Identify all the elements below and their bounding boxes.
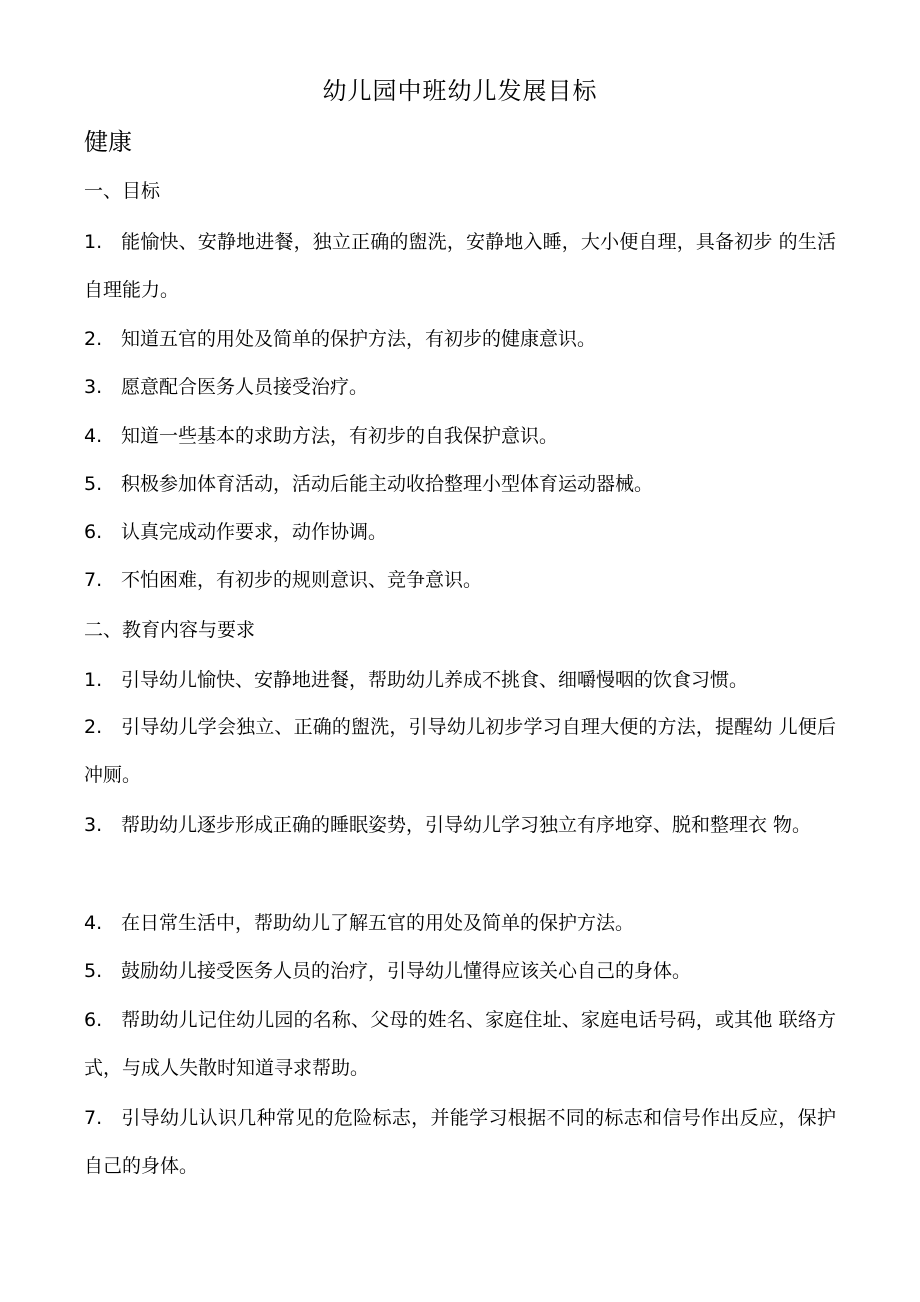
section-heading-health: 健康 — [84, 128, 132, 156]
list-item — [84, 508, 836, 556]
list-item — [84, 1094, 836, 1190]
item-number: 2. — [84, 328, 103, 350]
list-item — [84, 899, 836, 947]
item-text: 鼓励幼儿接受医务人员的治疗，引导幼儿懂得应该关心自己的身体。 — [121, 960, 692, 982]
item-text: 积极参加体育活动，活动后能主动收拾整理小型体育运动器械。 — [121, 473, 654, 495]
item-text: 引导幼儿愉快、安静地进餐，帮助幼儿养成不挑食、细嚼慢咽的饮食习惯。 — [121, 669, 749, 691]
item-number: 5. — [84, 960, 103, 982]
item-number: 6. — [84, 1009, 103, 1031]
list-item — [84, 556, 836, 604]
list-item — [84, 703, 836, 799]
item-number: 7. — [84, 1107, 103, 1129]
subsection-label-content: 二、教育内容与要求 — [84, 619, 256, 641]
document-title: 幼儿园中班幼儿发展目标 — [322, 77, 598, 105]
list-item — [84, 947, 836, 995]
list-item — [84, 218, 836, 314]
item-number: 6. — [84, 521, 103, 543]
item-text: 引导幼儿认识几种常见的危险标志，并能学习根据不同的标志和信号作出反应，保护自己的身体。 — [84, 1107, 836, 1177]
item-number: 3. — [84, 376, 103, 398]
item-text: 知道一些基本的求助方法，有初步的自我保护意识。 — [121, 425, 559, 447]
item-number: 7. — [84, 569, 103, 591]
item-number: 4. — [84, 425, 103, 447]
list-item — [84, 460, 836, 508]
list-item — [84, 315, 836, 363]
item-text: 在日常生活中，帮助幼儿了解五官的用处及简单的保护方法。 — [121, 912, 635, 934]
item-text: 帮助幼儿逐步形成正确的睡眠姿势，引导幼儿学习独立有序地穿、脱和整理衣 物。 — [121, 814, 812, 836]
list-item — [84, 801, 836, 849]
item-text: 引导幼儿学会独立、正确的盥洗，引导幼儿初步学习自理大便的方法，提醒幼 儿便后冲厕。 — [84, 716, 836, 786]
list-item — [84, 656, 836, 704]
item-text: 不怕困难，有初步的规则意识、竞争意识。 — [121, 569, 483, 591]
item-number: 5. — [84, 473, 103, 495]
list-item — [84, 996, 836, 1092]
item-text: 能愉快、安静地进餐，独立正确的盥洗，安静地入睡，大小便自理，具备初步 的生活自理能力。 — [84, 231, 836, 301]
item-text: 认真完成动作要求，动作协调。 — [121, 521, 388, 543]
list-item — [84, 412, 836, 460]
item-number: 4. — [84, 912, 103, 934]
subsection-label-goals: 一、目标 — [84, 180, 161, 202]
item-number: 2. — [84, 716, 103, 738]
item-number: 1. — [84, 669, 103, 691]
item-text: 愿意配合医务人员接受治疗。 — [121, 376, 369, 398]
item-number: 3. — [84, 814, 103, 836]
item-text: 帮助幼儿记住幼儿园的名称、父母的姓名、家庭住址、家庭电话号码，或其他 联络方式，与成人失散时知道寻求帮助。 — [84, 1009, 836, 1079]
list-item — [84, 363, 836, 411]
item-text: 知道五官的用处及简单的保护方法，有初步的健康意识。 — [121, 328, 597, 350]
item-number: 1. — [84, 231, 103, 253]
